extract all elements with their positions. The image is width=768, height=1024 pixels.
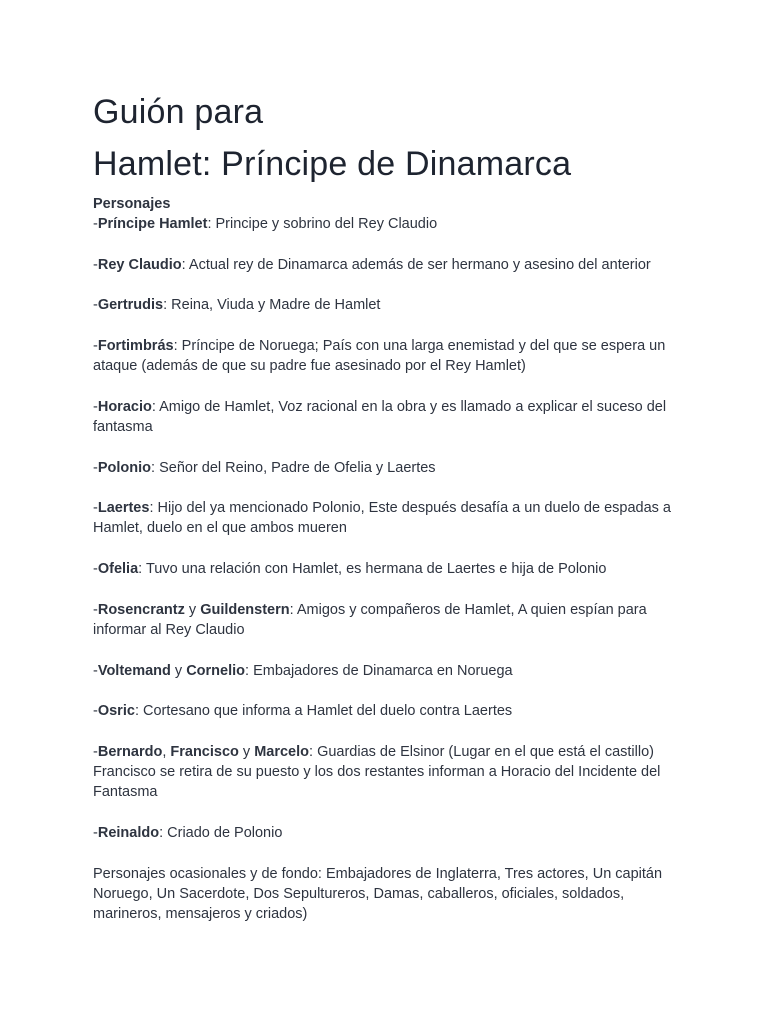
entry-dash: - — [93, 216, 98, 232]
title-line-2: Hamlet: Príncipe de Dinamarca — [93, 145, 572, 183]
character-entry — [93, 559, 683, 579]
entry-colon: : — [309, 743, 318, 760]
entry-dash: - — [93, 601, 98, 618]
entry-colon: : — [245, 662, 254, 679]
character-name: Reinaldo — [97, 824, 160, 841]
entry-colon: : — [149, 500, 158, 517]
character-name: Ofelia — [97, 561, 139, 578]
entry-dash: - — [93, 703, 98, 720]
character-name: Voltemand — [97, 662, 171, 679]
name-separator: y — [184, 601, 201, 618]
character-name: Fortimbrás — [97, 337, 174, 354]
entry-colon: : — [138, 561, 146, 578]
character-name: Laertes — [97, 500, 150, 517]
character-name: Gertrudis — [97, 297, 164, 314]
character-entry — [93, 823, 683, 843]
entry-dash: - — [93, 561, 98, 578]
entry-colon: : — [134, 703, 143, 720]
character-entry — [93, 742, 683, 803]
entry-dash: - — [93, 337, 98, 354]
character-entry — [93, 295, 683, 315]
character-entry — [93, 661, 683, 681]
name-separator: y — [170, 662, 187, 679]
character-name: Bernardo — [97, 743, 163, 760]
entry-colon: : — [151, 459, 160, 476]
entry-dash: - — [93, 398, 98, 415]
character-name: Rosencrantz — [97, 601, 185, 618]
character-name: Cornelio — [186, 662, 246, 679]
character-description: Amigo de Hamlet, Voz racional en la obra y es llamado a explicar el suceso del fantasma — [93, 398, 667, 435]
entry-dash: - — [93, 297, 98, 314]
entry-dash: - — [93, 459, 98, 476]
entry-colon: : — [163, 297, 172, 314]
background-characters: Personajes ocasionales y de fondo: Embajadores de Inglaterra, Tres actores, Un capitán Noruego, Un Sacerdote, Dos Sepultureros, Damas, caballeros, oficiales, soldados, marineros, mensajeros y criados) — [93, 865, 663, 923]
character-description: Actual rey de Dinamarca además de ser hermano y asesino del anterior — [188, 256, 651, 273]
entry-dash: - — [93, 662, 98, 679]
entry-colon: : — [151, 398, 160, 415]
character-description: Tuvo una relación con Hamlet, es hermana de Laertes e hija de Polonio — [145, 561, 607, 578]
character-entry — [93, 397, 683, 438]
section-heading: Personajes — [93, 196, 171, 212]
title-line-1: Guión para — [93, 93, 264, 131]
character-description: Embajadores de Dinamarca en Noruega — [253, 662, 513, 679]
character-entry — [93, 336, 683, 377]
entry-dash: - — [93, 743, 98, 760]
character-entry — [93, 600, 683, 641]
character-description: Señor del Reino, Padre de Ofelia y Laertes — [159, 459, 436, 476]
character-entry — [93, 214, 683, 234]
character-name: Horacio — [97, 398, 152, 415]
character-description: Hijo del ya mencionado Polonio, Este después desafía a un duelo de espadas a Hamlet, duelo en el que ambos mueren — [93, 500, 671, 537]
character-name: Francisco — [170, 743, 239, 760]
character-name: Marcelo — [254, 743, 309, 760]
entry-colon: : — [289, 601, 297, 618]
entry-colon: : — [207, 216, 216, 232]
name-separator: , — [162, 743, 171, 760]
document-page — [93, 86, 683, 924]
character-name: Rey Claudio — [97, 256, 182, 273]
character-name: Osric — [97, 703, 135, 720]
character-entry — [93, 458, 683, 478]
character-name: Guildenstern — [200, 601, 290, 618]
character-name: Príncipe Hamlet — [97, 216, 208, 232]
character-description: Principe y sobrino del Rey Claudio — [215, 216, 438, 232]
character-entry — [93, 498, 683, 539]
character-description: Reina, Viuda y Madre de Hamlet — [171, 297, 381, 314]
character-list — [93, 214, 683, 843]
entry-dash: - — [93, 824, 98, 841]
character-description: Guardias de Elsinor (Lugar en el que está el castillo) Francisco se retira de su puesto y los dos restantes informan a Horacio del Incidente del Fantasma — [93, 743, 661, 801]
character-description: Príncipe de Noruega; País con una larga enemistad y del que se espera un ataque (además de que su padre fue asesinado por el Rey Hamlet) — [93, 337, 666, 375]
character-entry — [93, 701, 683, 721]
character-description: Criado de Polonio — [167, 824, 283, 841]
entry-dash: - — [93, 256, 98, 273]
entry-dash: - — [93, 500, 98, 517]
entry-colon: : — [181, 256, 189, 273]
entry-colon: : — [159, 824, 168, 841]
name-separator: y — [238, 743, 255, 760]
character-name: Polonio — [97, 459, 152, 476]
character-entry — [93, 255, 683, 275]
entry-colon: : — [173, 337, 182, 354]
character-description: Cortesano que informa a Hamlet del duelo contra Laertes — [143, 703, 513, 720]
document-title — [93, 86, 683, 190]
character-description: Amigos y compañeros de Hamlet, A quien espían para informar al Rey Claudio — [93, 601, 647, 638]
